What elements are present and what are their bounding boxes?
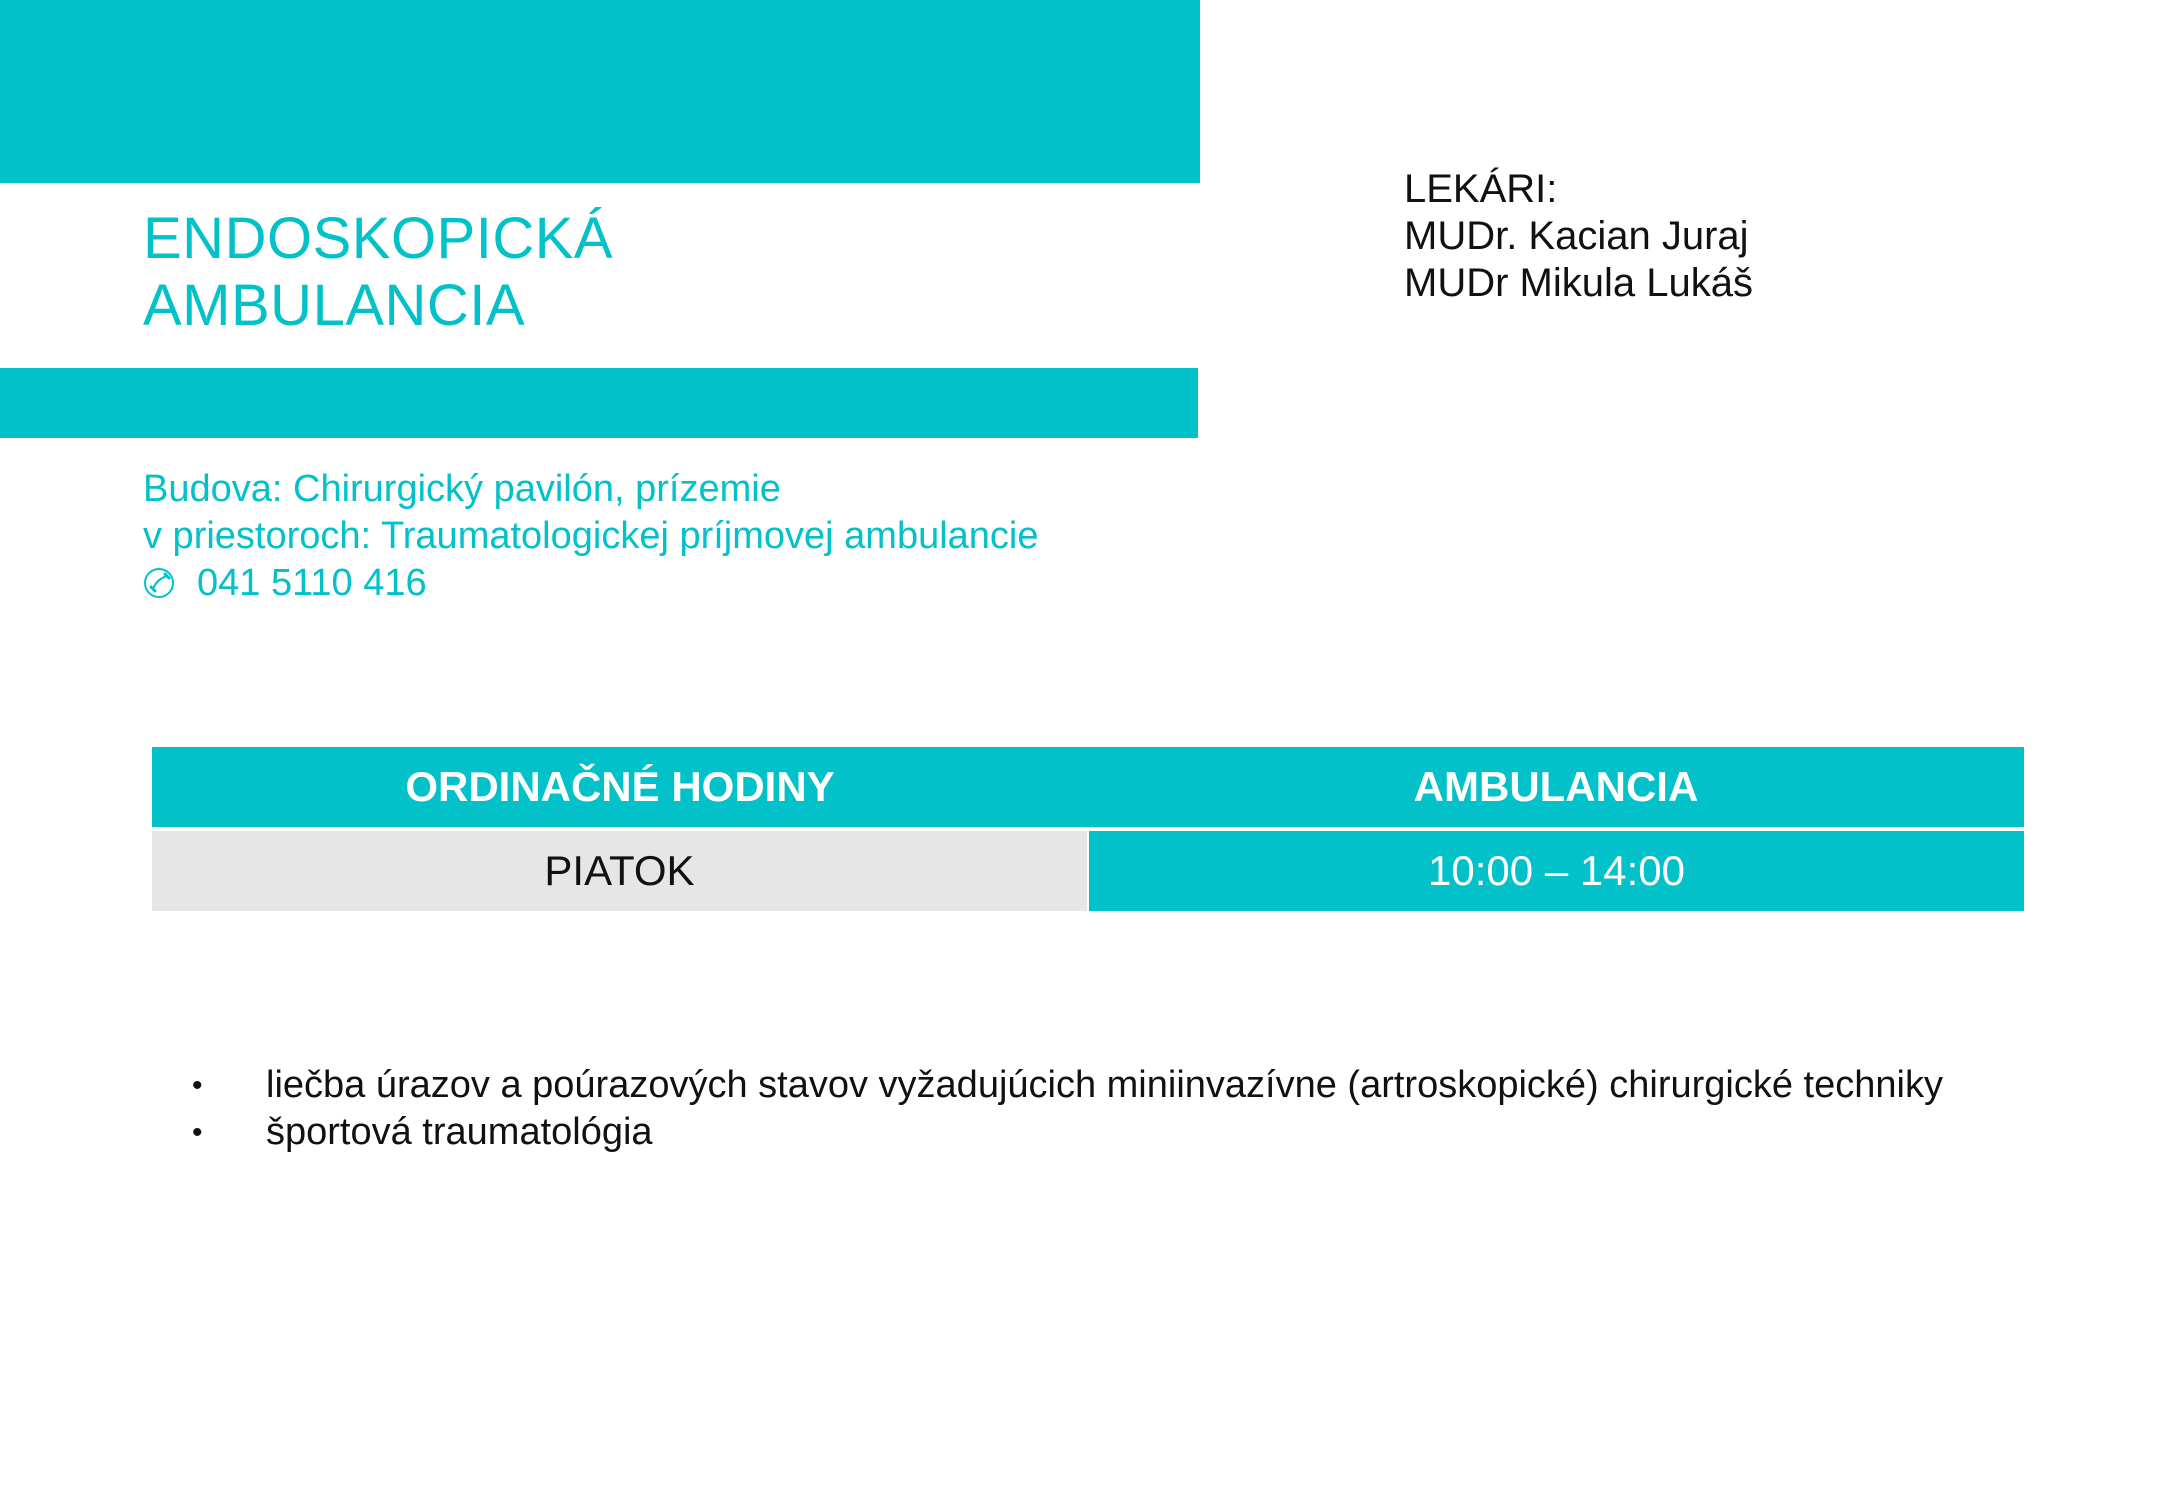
building-text: Budova: Chirurgický pavilón, prízemie (143, 468, 781, 510)
title-line-2: AMBULANCIA (143, 273, 526, 338)
premises-text: v priestoroch: Traumatologickej príjmovej ambulancie (143, 515, 1039, 557)
table-row (152, 831, 2024, 911)
location-block (143, 466, 1039, 607)
phone-number: 041 5110 416 (197, 562, 427, 604)
doctors-block (1404, 166, 1753, 307)
table-header-row (152, 747, 2024, 827)
header-band-bottom (0, 368, 1198, 438)
header-band-top (0, 0, 1200, 183)
title-line-1: ENDOSKOPICKÁ (143, 206, 614, 271)
table-header-hours: ORDINAČNÉ HODINY (405, 763, 835, 810)
page-title (143, 205, 613, 339)
list-item: • liečba úrazov a poúrazových stavov vyžadujúcich miniinvazívne (artroskopické) chirurgické techniky (190, 1062, 1950, 1109)
doctor-name: MUDr Mikula Lukáš (1404, 261, 1753, 305)
phone-line (143, 560, 1039, 607)
table-cell-day: PIATOK (152, 831, 1087, 911)
services-list (190, 1062, 1950, 1156)
phone-icon (143, 567, 175, 599)
list-item: • športová traumatológia (190, 1109, 1950, 1156)
doctors-heading: LEKÁRI: (1404, 167, 1558, 211)
table-header-ambulance: AMBULANCIA (1413, 763, 1699, 810)
office-hours-table (152, 747, 2024, 911)
table-cell-time: 10:00 – 14:00 (1089, 831, 2024, 911)
doctor-name: MUDr. Kacian Juraj (1404, 214, 1749, 258)
